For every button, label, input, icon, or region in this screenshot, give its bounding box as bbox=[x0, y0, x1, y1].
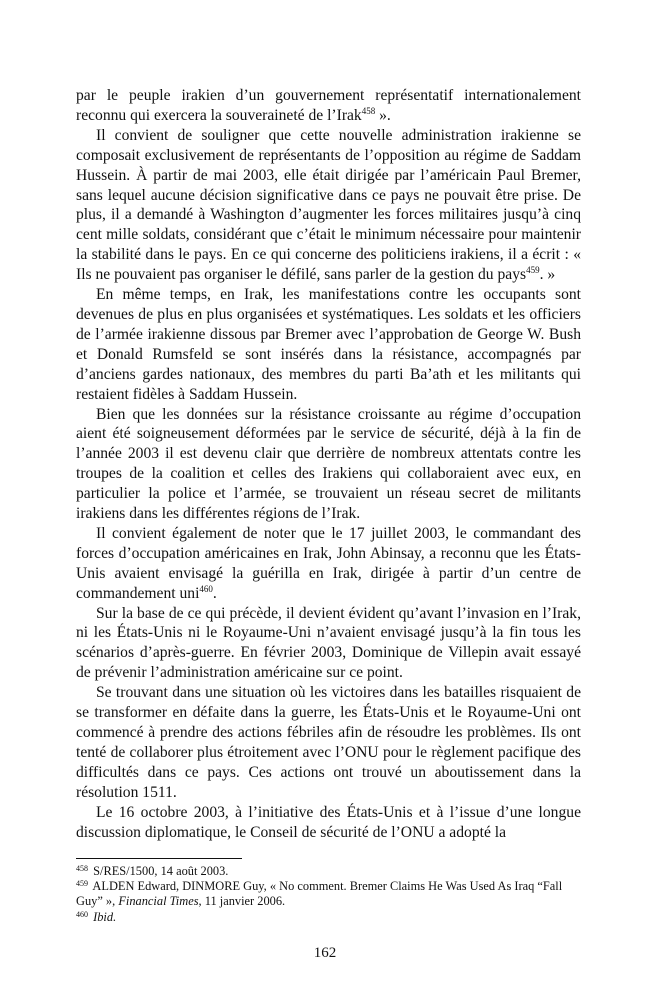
footnote-text: ALDEN Edward, DINMORE Guy, « No comment. Bremer Claims He Was Used As Iraq “Fall Guy” », bbox=[76, 879, 563, 909]
footnote-number: 460 bbox=[76, 909, 88, 919]
footnote-ref-458[interactable]: 458 bbox=[361, 105, 376, 116]
body-text bbox=[76, 86, 581, 842]
paragraph-2 bbox=[76, 126, 581, 285]
footnote-divider bbox=[76, 858, 242, 859]
paragraph-text: Il convient de souligner que cette nouvelle administration irakienne se composait exclusivement de représentants de l’opposition au régime de Saddam Hussein. À partir de mai 2003, elle était dirigée par l’américain Paul Bremer, sans lequel aucune décision significative dans ce pays ne pouvait être prise. De plus, il a demandé à Washington d’augmenter les forces militaires jusqu’à cinq cent mille soldats, considérant que c’était le minimum nécessaire pour maintenir la stabilité dans le pays. En ce qui concerne des politiciens irakiens, il a écrit : « Ils ne pouvaient pas organiser le défilé, sans parler de la gestion du pays bbox=[76, 126, 581, 284]
footnote-ref-460[interactable]: 460 bbox=[199, 583, 213, 594]
footnote-text-tail: , 11 janvier 2006. bbox=[198, 894, 286, 909]
footnotes bbox=[76, 864, 581, 925]
paragraph-8: Le 16 octobre 2003, à l’initiative des États-Unis et à l’issue d’une longue discussion diplomatique, le Conseil de sécurité de l’ONU a adopté la bbox=[76, 803, 581, 841]
footnote-number: 459 bbox=[76, 879, 88, 889]
paragraph-7: Se trouvant dans une situation où les victoires dans les batailles risquaient de se transformer en défaite dans la guerre, les États-Unis et le Royaume-Uni ont commencé à prendre des actions fébriles afin de résoudre les problèmes. Ils ont tenté de collaborer plus étroitement avec l’ONU pour le règlement pacifique des difficultés dans ce pays. Ces actions ont trouvé un aboutissement dans la résolution 1511. bbox=[76, 684, 581, 801]
footnote-ref-459[interactable]: 459 bbox=[526, 265, 540, 276]
paragraph-1 bbox=[76, 86, 581, 126]
paragraph-6: Sur la base de ce qui précède, il devient évident qu’avant l’invasion en l’Irak, ni les États-Unis ni le Royaume-Uni n’avaient envisagé jusqu’à la fin tous les scénarios d’après-guerre. En février 2003, Dominique de Villepin avait essayé de prévenir l’administration américaine sur ce point. bbox=[76, 604, 581, 682]
footnote-source-title: Ibid. bbox=[93, 909, 117, 924]
paragraph-text: Il convient également de noter que le 17 juillet 2003, le commandant des forces d’occupation américaines en Irak, John Abinsay, a reconnu que les États-Unis avaient envisagé la guérilla en Irak, dirigée à partir d’un centre de commandement uni bbox=[76, 524, 581, 602]
footnote-459 bbox=[76, 879, 581, 909]
paragraph-text: par le peuple irakien d’un gouvernement représentatif internationalement reconnu qui exercera la souveraineté de l’Irak bbox=[76, 87, 581, 124]
paragraph-4: Bien que les données sur la résistance croissante au régime d’occupation aient été soigneusement déformées par le service de sécurité, déjà à la fin de l’année 2003 il est devenu clair que derrière de nombreux attentats contre les troupes de la coalition et celles des Irakiens qui collaboraient avec eux, en particulier la police et l’armée, se trouvaient un réseau secret de militants irakiens dans les différentes régions de l’Irak. bbox=[76, 405, 581, 523]
footnote-source-title: Financial Times bbox=[118, 894, 199, 909]
paragraph-5 bbox=[76, 524, 581, 604]
footnote-number: 458 bbox=[76, 864, 88, 873]
paragraph-3: En même temps, en Irak, les manifestations contre les occupants sont devenues de plus en plus organisées et systématiques. Les soldats et les officiers de l’armée irakienne dissous par Bremer avec l’approbation de George W. Bush et Donald Rumsfeld se sont insérés dans la résistance, accompagnés par d’anciens gardes nationaux, des membres du parti Ba’ath et les militants qui restaient fidèles à Saddam Hussein. bbox=[76, 286, 581, 403]
footnote-458 bbox=[76, 864, 581, 879]
footnote-460 bbox=[76, 910, 581, 925]
page-number: 162 bbox=[313, 945, 337, 961]
footnote-text: S/RES/1500, 14 août 2003. bbox=[93, 864, 229, 878]
paragraph-tail: . bbox=[212, 584, 217, 602]
paragraph-tail: ». bbox=[375, 106, 391, 124]
paragraph-tail: . » bbox=[539, 266, 556, 284]
